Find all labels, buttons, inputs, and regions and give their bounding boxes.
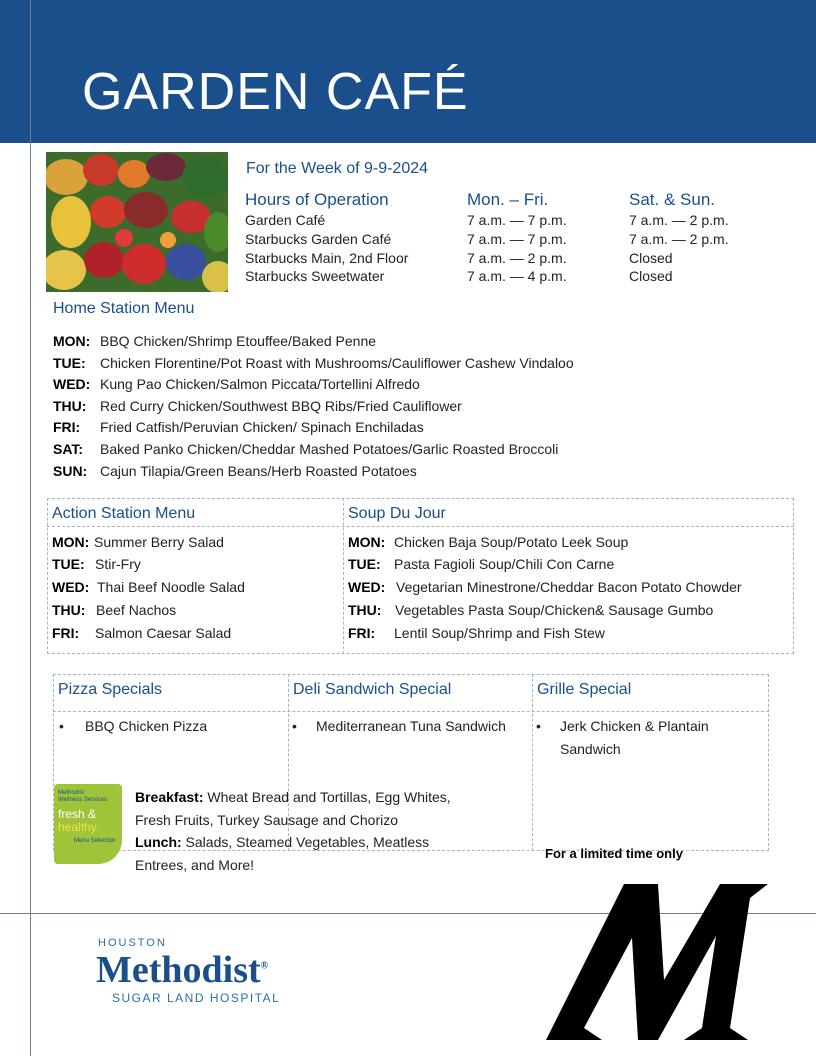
menu-items: Summer Berry Salad — [94, 534, 224, 550]
hours-row — [245, 268, 805, 286]
day-label: THU: — [52, 602, 86, 618]
hours-weekend-heading: Sat. & Sun. — [629, 190, 715, 209]
day-label: SUN: — [53, 463, 88, 479]
weekend-hours: Closed — [629, 268, 673, 284]
breakfast-text: Breakfast: Wheat Bread and Tortillas, Egg Whites, Fresh Fruits, Turkey Sausage and Chorizo Lunch: Salads, Steamed Vegetables, Meatless Entrees, and More! — [135, 789, 451, 873]
methodist-m-mark — [546, 884, 770, 1040]
home-menu-row — [53, 441, 558, 457]
stations-divider — [343, 498, 344, 654]
day-label: SAT: — [53, 441, 84, 457]
specials-divider-2 — [532, 674, 533, 851]
home-menu-row — [53, 419, 424, 435]
vegetables-photo — [46, 152, 228, 292]
menu-items: Beef Nachos — [96, 602, 177, 618]
menu-items: Kung Pao Chicken/Salmon Piccata/Tortellini Alfredo — [100, 376, 420, 392]
menu-items: Lentil Soup/Shrimp and Fish Stew — [394, 625, 605, 641]
logo-subtitle: SUGAR LAND HOSPITAL — [112, 991, 281, 1005]
hours-row — [245, 212, 805, 230]
location-name: Starbucks Main, 2nd Floor — [245, 250, 409, 266]
day-label: THU: — [348, 602, 382, 618]
menu-items: Cajun Tilapia/Green Beans/Herb Roasted Potatoes — [100, 463, 417, 479]
special-item-text: Mediterranean Tuna Sandwich — [316, 718, 506, 734]
home-menu-row — [53, 355, 574, 371]
day-label: FRI: — [53, 419, 81, 435]
week-label: For the Week of 9-9-2024 — [246, 160, 429, 177]
home-menu-row — [53, 463, 417, 479]
menu-items: Red Curry Chicken/Southwest BBQ Ribs/Fried Cauliflower — [100, 398, 462, 414]
logo-text: Methodist Wellness Services — [58, 790, 107, 803]
lunch-label: Lunch: — [135, 834, 182, 850]
action-menu-row — [52, 556, 141, 572]
day-label: WED: — [52, 579, 90, 595]
fresh-healthy-logo — [54, 784, 122, 864]
page-title: GARDEN CAFÉ — [82, 63, 469, 121]
weekend-hours: 7 a.m. — 2 p.m. — [629, 231, 729, 247]
hours-weekday-heading: Mon. – Fri. — [467, 190, 549, 209]
bullet-dot: • — [536, 718, 541, 734]
menu-items: Vegetables Pasta Soup/Chicken& Sausage Gumbo — [395, 602, 714, 618]
weekday-hours: 7 a.m. — 2 p.m. — [467, 250, 567, 266]
logo-text: fresh & healthy — [58, 807, 97, 834]
soup-title: Soup Du Jour — [348, 505, 446, 522]
stations-header-rule — [47, 526, 794, 527]
menu-items: Chicken Baja Soup/Potato Leek Soup — [394, 534, 629, 550]
day-label: WED: — [348, 579, 386, 595]
grille-special-title: Grille Special — [537, 681, 632, 698]
logo-houston: HOUSTON — [98, 937, 167, 949]
menu-items: Chicken Florentine/Pot Roast with Mushrooms/Cauliflower Cashew Vindaloo — [100, 355, 574, 371]
home-menu-row — [53, 398, 462, 414]
day-label: THU: — [53, 398, 87, 414]
bullet-dot: • — [292, 718, 297, 734]
vegetables-illustration — [46, 152, 228, 292]
limited-time-note: For a limited time only — [545, 846, 683, 861]
action-menu-row — [52, 579, 245, 595]
day-label: WED: — [53, 376, 91, 392]
header-banner — [0, 0, 816, 143]
home-station-title: Home Station Menu — [53, 300, 195, 317]
day-label: FRI: — [348, 625, 376, 641]
soup-menu-row — [348, 602, 713, 618]
menu-items: Fried Catfish/Peruvian Chicken/ Spinach Enchiladas — [100, 419, 424, 435]
menu-items: Baked Panko Chicken/Cheddar Mashed Potatoes/Garlic Roasted Broccoli — [100, 441, 559, 457]
menu-items: Thai Beef Noodle Salad — [97, 579, 245, 595]
action-menu-row — [52, 534, 224, 550]
location-name: Starbucks Garden Café — [245, 231, 392, 247]
weekday-hours: 7 a.m. — 4 p.m. — [467, 268, 567, 284]
day-label: TUE: — [348, 556, 381, 572]
soup-menu-row — [348, 625, 605, 641]
left-rule — [30, 0, 31, 1056]
menu-items: Vegetarian Minestrone/Cheddar Bacon Potato Chowder — [396, 579, 742, 595]
location-name: Starbucks Sweetwater — [245, 268, 385, 284]
weekend-hours: 7 a.m. — 2 p.m. — [629, 212, 729, 228]
logo-text: Menu Selection — [74, 838, 116, 844]
soup-menu-row — [348, 556, 614, 572]
weekday-hours: 7 a.m. — 7 p.m. — [467, 212, 567, 228]
logo-methodist: Methodist® — [96, 949, 269, 991]
weekday-hours: 7 a.m. — 7 p.m. — [467, 231, 567, 247]
soup-menu-row — [348, 579, 742, 595]
day-label: FRI: — [52, 625, 80, 641]
menu-items: Salmon Caesar Salad — [95, 625, 232, 641]
special-item-text: BBQ Chicken Pizza — [85, 718, 208, 734]
action-menu-row — [52, 602, 176, 618]
day-label: TUE: — [52, 556, 85, 572]
specials-header-rule — [53, 711, 769, 712]
menu-items: BBQ Chicken/Shrimp Etouffee/Baked Penne — [100, 333, 377, 349]
hours-heading: Hours of Operation — [245, 190, 389, 209]
action-menu-row — [52, 625, 231, 641]
soup-menu-row — [348, 534, 628, 550]
day-label: MON: — [348, 534, 386, 550]
action-station-title: Action Station Menu — [52, 505, 196, 522]
deli-special-title: Deli Sandwich Special — [293, 681, 452, 698]
special-item-text: Sandwich — [560, 741, 621, 757]
menu-items: Pasta Fagioli Soup/Chili Con Carne — [394, 556, 615, 572]
bullet-dot: • — [59, 718, 64, 734]
breakfast-label: Breakfast: — [135, 789, 204, 805]
pizza-specials-title: Pizza Specials — [58, 681, 163, 698]
day-label: MON: — [53, 333, 91, 349]
home-menu-row — [53, 333, 376, 349]
menu-items: Stir-Fry — [95, 556, 141, 572]
special-item-text: Jerk Chicken & Plantain — [560, 718, 709, 734]
home-menu-row — [53, 376, 420, 392]
hours-row — [245, 250, 805, 268]
day-label: TUE: — [53, 355, 86, 371]
hours-row — [245, 231, 805, 249]
day-label: MON: — [52, 534, 90, 550]
weekend-hours: Closed — [629, 250, 673, 266]
location-name: Garden Café — [245, 212, 326, 228]
grille-special-item — [536, 718, 764, 764]
